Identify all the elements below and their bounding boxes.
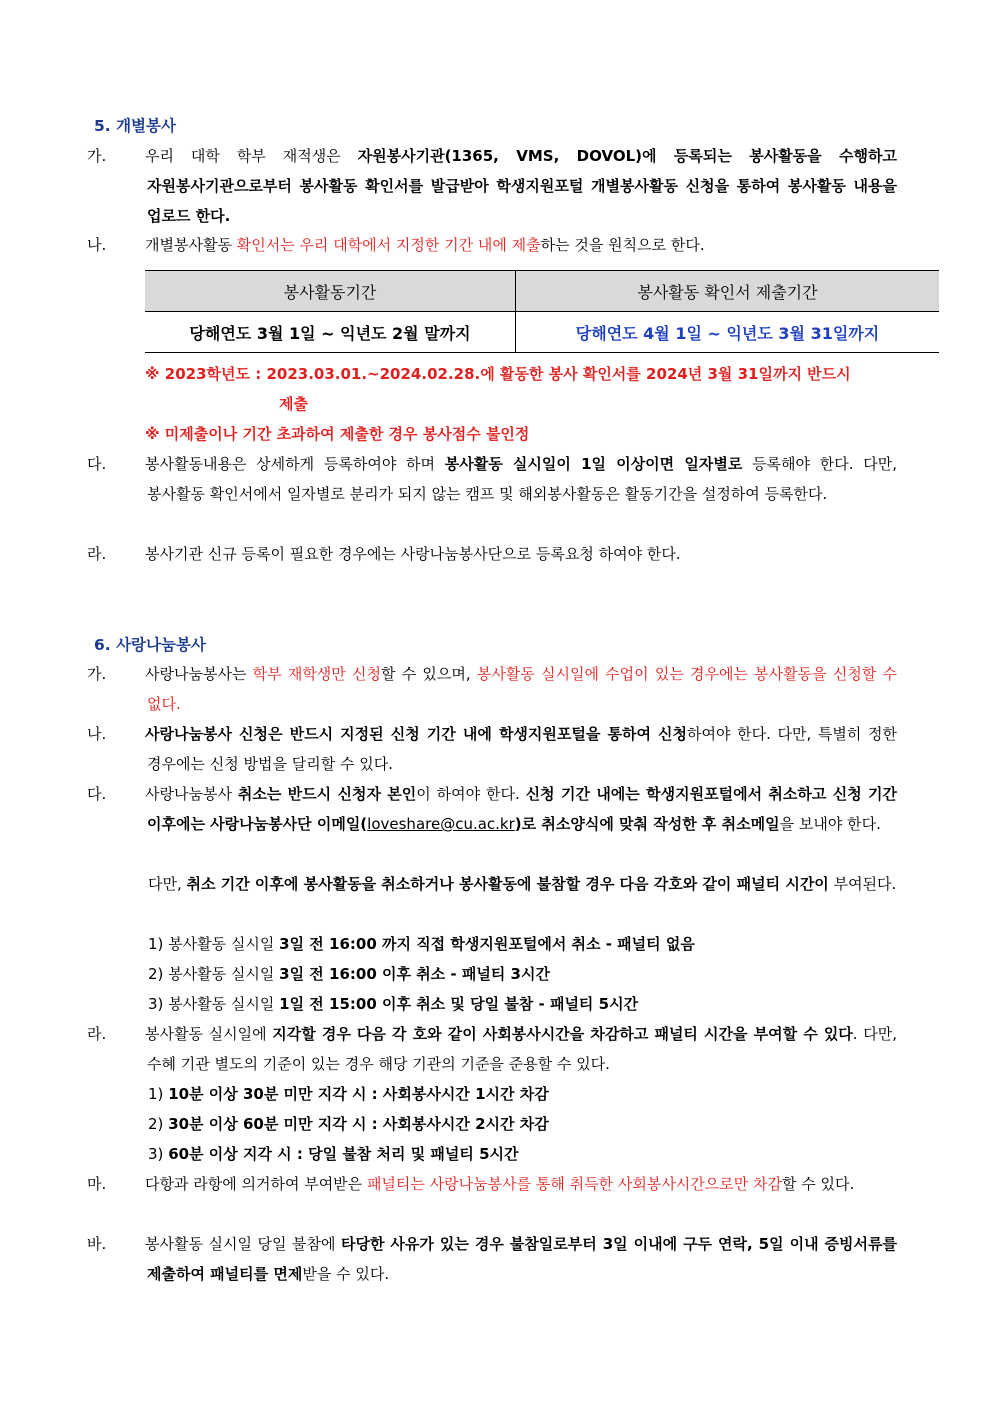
item-label: 다. <box>87 455 107 473</box>
column-header-activity-period: 봉사활동기간 <box>145 271 516 312</box>
section-5-item-na: 나. 개별봉사활동 확인서는 우리 대학에서 지정한 기간 내에 제출하는 것을 원칙으로 한다. <box>117 230 897 260</box>
item-label: 가. <box>87 147 107 165</box>
table-header-row <box>145 271 939 312</box>
list-item: 1) 10분 이상 30분 미만 지각 시 : 사회봉사시간 1시간 차감 <box>148 1085 549 1103</box>
section-5-title: 5. 개별봉사 <box>94 117 176 135</box>
table-row <box>145 312 939 353</box>
note-no-credit: ※ 미제출이나 기간 초과하여 제출한 경우 봉사점수 불인정 <box>145 425 530 443</box>
section-6-item-na: 나. 사랑나눔봉사 신청은 반드시 지정된 신청 기간 내에 학생지원포털을 통하여 신청하여야 한다. 다만, 특별히 정한 경우에는 신청 방법을 달리할 수 있다. <box>117 719 897 779</box>
section-5-item-da: 다. 봉사활동내용은 상세하게 등록하여야 하며 봉사활동 실시일이 1일 이상이면 일자별로 등록해야 한다. 다만, 봉사활동 확인서에서 일자별로 분리가 되지 않는 캠프 및 해외봉사활동은 활동기간을 설정하여 등록한다. <box>117 449 897 509</box>
section-6-da-penalty-intro: 다만, 취소 기간 이후에 봉사활동을 취소하거나 봉사활동에 불참할 경우 다음 각호와 같이 패널티 시간이 부여된다. <box>148 875 897 893</box>
list-item: 2) 봉사활동 실시일 3일 전 16:00 이후 취소 - 패널티 3시간 <box>148 965 550 983</box>
item-label: 나. <box>87 725 107 743</box>
list-item: 1) 봉사활동 실시일 3일 전 16:00 까지 직접 학생지원포털에서 취소 - 패널티 없음 <box>148 935 695 953</box>
section-6-item-ga: 가. 사랑나눔봉사는 학부 재학생만 신청할 수 있으며, 봉사활동 실시일에 수업이 있는 경우에는 봉사활동을 신청할 수 없다. <box>117 659 897 719</box>
item-label: 마. <box>87 1175 107 1193</box>
item-label: 가. <box>87 665 107 683</box>
item-label: 다. <box>87 785 107 803</box>
section-6-item-da: 다. 사랑나눔봉사 취소는 반드시 신청자 본인이 하여야 한다. 신청 기간 내에는 학생지원포털에서 취소하고 신청 기간 이후에는 사랑나눔봉사단 이메일(loveshare@cu.ac.kr)로 취소양식에 맞춰 작성한 후 취소메일을 보내야 한다. <box>117 779 897 839</box>
submission-period-cell: 당해연도 4월 1일 ~ 익년도 3월 31일까지 <box>516 312 940 353</box>
section-5-item-ga: 가. 우리 대학 학부 재적생은 자원봉사기관(1365, VMS, DOVOL)에 등록되는 봉사활동을 수행하고 자원봉사기관으로부터 봉사활동 확인서를 발급받아 학생지원포털 개별봉사활동 신청을 통하여 봉사활동 내용을 업로드 한다. <box>117 141 897 231</box>
section-5-item-ra: 라. 봉사기관 신규 등록이 필요한 경우에는 사랑나눔봉사단으로 등록요청 하여야 한다. <box>117 539 897 569</box>
item-label: 라. <box>87 1025 107 1043</box>
column-header-submission-period: 봉사활동 확인서 제출기간 <box>516 271 940 312</box>
item-label: 라. <box>87 545 107 563</box>
list-item: 2) 30분 이상 60분 미만 지각 시 : 사회봉사시간 2시간 차감 <box>148 1115 549 1133</box>
list-item: 3) 60분 이상 지각 시 : 당일 불참 처리 및 패널티 5시간 <box>148 1145 519 1163</box>
item-label: 바. <box>87 1235 107 1253</box>
note-2023-deadline: ※ 2023학년도 : 2023.03.01.~2024.02.28.에 활동한 봉사 확인서를 2024년 3월 31일까지 반드시 제출 <box>145 365 851 413</box>
section-6-title: 6. 사랑나눔봉사 <box>94 636 206 654</box>
activity-period-cell: 당해연도 3월 1일 ~ 익년도 2월 말까지 <box>145 312 516 353</box>
email-link[interactable]: loveshare@cu.ac.kr <box>367 815 515 833</box>
section-6-item-ma: 마. 다항과 라항에 의거하여 부여받은 패널티는 사랑나눔봉사를 통해 취득한 사회봉사시간으로만 차감할 수 있다. <box>117 1169 897 1199</box>
list-item: 3) 봉사활동 실시일 1일 전 15:00 이후 취소 및 당일 불참 - 패널티 5시간 <box>148 995 639 1013</box>
submission-period-table <box>145 270 939 353</box>
section-6-item-ba: 바. 봉사활동 실시일 당일 불참에 타당한 사유가 있는 경우 불참일로부터 3일 이내에 구두 연락, 5일 이내 증빙서류를 제출하여 패널티를 면제받을 수 있다. <box>117 1229 897 1289</box>
section-6-item-ra: 라. 봉사활동 실시일에 지각할 경우 다음 각 호와 같이 사회봉사시간을 차감하고 패널티 시간을 부여할 수 있다. 다만, 수혜 기관 별도의 기준이 있는 경우 해당 기관의 기준을 준용할 수 있다. <box>117 1019 897 1079</box>
item-label: 나. <box>87 236 107 254</box>
